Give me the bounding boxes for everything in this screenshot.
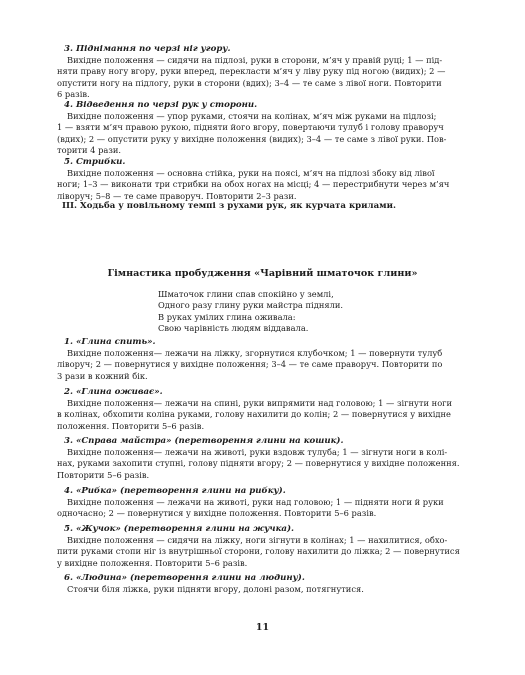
poem-line: В руках умілих глина оживала: bbox=[158, 311, 296, 322]
page-title: Гімнастика пробудження «Чарівний шматочок глини» bbox=[107, 268, 418, 279]
text-line: ліворуч; 2 — повернутися у вихідне положення; 3–4 — те саме праворуч. Повторити по bbox=[57, 359, 443, 370]
exercise-text bbox=[57, 497, 477, 520]
page-number: 11 bbox=[255, 622, 270, 633]
exercise-heading: 2. «Глина оживає». bbox=[64, 387, 163, 397]
text-line: Вихідне положення— лежачи на спині, руки випрямити над головою; 1 — зігнути ноги bbox=[67, 398, 453, 408]
poem bbox=[158, 289, 343, 335]
text-line: Вихідне положення— лежачи на ліжку, згорнутися клубочком; 1 — повернути тулуб bbox=[67, 348, 443, 358]
text-line: Стоячи біля ліжка, руки підняти вгору, долоні разом, потягнутися. bbox=[67, 584, 364, 594]
exercise-heading: 3. Піднімання по черзі ніг угору. bbox=[64, 44, 231, 54]
exercise-heading: 4. «Рибка» (перетворення глини на рибку). bbox=[64, 486, 286, 496]
exercise-text bbox=[57, 55, 477, 100]
text-line: Вихідне положення — основна стійка, руки на поясі, м’яч на підлозі збоку від лівої bbox=[67, 168, 435, 178]
text-line: ліворуч; 5–8 — те саме праворуч. Повторити 2–3 рази. bbox=[57, 190, 297, 201]
text-line: ноги; 1–3 — виконати три стрибки на обох ногах на місці; 4 — перестрибнути через м’яч bbox=[57, 179, 450, 190]
text-line: в колінах, обхопити коліна руками, голову нахилити до колін; 2 — повернутися у вихідне bbox=[57, 409, 451, 420]
exercise-s5 bbox=[57, 157, 477, 202]
text-line: у вихідне положення. Повторити 5–6 разів. bbox=[57, 557, 248, 568]
exercise-heading: 6. «Людина» (перетворення глини на людину). bbox=[64, 573, 305, 583]
exercise-text bbox=[57, 348, 477, 382]
poem-line: Шматочок глини спав спокійно у землі, bbox=[158, 289, 334, 299]
exercise-s3 bbox=[57, 44, 477, 100]
text-line: торити 4 рази. bbox=[57, 144, 122, 155]
text-line: 6 разів. bbox=[57, 88, 90, 99]
text-line: положення. Повторити 5–6 разів. bbox=[57, 420, 205, 431]
exercise-text bbox=[57, 398, 477, 432]
poem-line: Свою чарівність людям віддавала. bbox=[158, 323, 309, 334]
text-line: Повторити 5–6 разів. bbox=[57, 469, 150, 480]
exercise-e6 bbox=[57, 573, 477, 595]
text-line: нах, руками захопити ступні, голову підняти вгору; 2 — повернутися у вихідне положення. bbox=[57, 458, 460, 469]
exercise-text bbox=[57, 168, 477, 202]
exercise-e3 bbox=[57, 436, 477, 481]
exercise-s4 bbox=[57, 100, 477, 156]
exercise-e2 bbox=[57, 387, 477, 432]
section-three bbox=[62, 201, 482, 212]
poem-line: Одного разу глину руки майстра підняли. bbox=[158, 300, 344, 311]
exercise-text bbox=[57, 447, 477, 481]
exercise-heading: 3. «Справа майстра» (перетворення глини на кошик). bbox=[64, 436, 344, 446]
text-line: Вихідне положення — сидячи на підлозі, руки в сторони, м’яч у правій руці; 1 — під- bbox=[67, 55, 443, 65]
text-line: 1 — взяти м’яч правою рукою, підняти його вгору, повертаючи тулуб і голову праворуч bbox=[57, 122, 444, 133]
text-line: 3 рази в кожний бік. bbox=[57, 370, 148, 381]
text-line: Вихідне положення — упор руками, стоячи на колінах, м’яч між руками на підлозі; bbox=[67, 111, 437, 121]
text-line: Вихідне положення — сидячи на ліжку, ноги зігнути в колінах; 1 — нахилитися, обхо- bbox=[67, 535, 448, 545]
exercise-heading: 1. «Глина спить». bbox=[64, 337, 156, 347]
text-line: Вихідне положення — лежачи на животі, руки над головою; 1 — підняти ноги й руки bbox=[67, 497, 444, 507]
text-line: (вдих); 2 — опустити руку у вихідне положення (видих); 3–4 — те саме з лівої руки. Пов- bbox=[57, 133, 447, 144]
exercise-text bbox=[57, 584, 477, 595]
exercise-e1 bbox=[57, 337, 477, 382]
exercise-text bbox=[57, 535, 477, 569]
exercise-e5 bbox=[57, 524, 477, 569]
exercise-e4 bbox=[57, 486, 477, 520]
text-line: няти праву ногу вгору, руки вперед, перекласти м’яч у ліву руку під ногою (видих); 2 — bbox=[57, 66, 446, 77]
text-line: опустити ногу на підлогу, руки в сторони (вдих); 3–4 — те саме з лівої ноги. Повторити bbox=[57, 77, 442, 88]
text-line: пити руками стопи ніг із внутрішньої сторони, голову нахилити до ліжка; 2 — повернутися bbox=[57, 546, 460, 557]
exercise-heading: 5. Стрибки. bbox=[64, 157, 126, 167]
exercise-heading: 4. Відведення по черзі рук у сторони. bbox=[64, 100, 258, 110]
text-line: одночасно; 2 — повернутися у вихідне положення. Повторити 5–6 разів. bbox=[57, 508, 377, 519]
exercise-heading: 5. «Жучок» (перетворення глини на жучка). bbox=[64, 524, 295, 534]
section-heading: III. Ходьба у повільному темпі з рухами рук, як курчата крилами. bbox=[62, 201, 396, 211]
exercise-text bbox=[57, 111, 477, 156]
text-line: Вихідне положення— лежачи на животі, руки вздовж тулуба; 1 — зігнути ноги в колі- bbox=[67, 447, 448, 457]
